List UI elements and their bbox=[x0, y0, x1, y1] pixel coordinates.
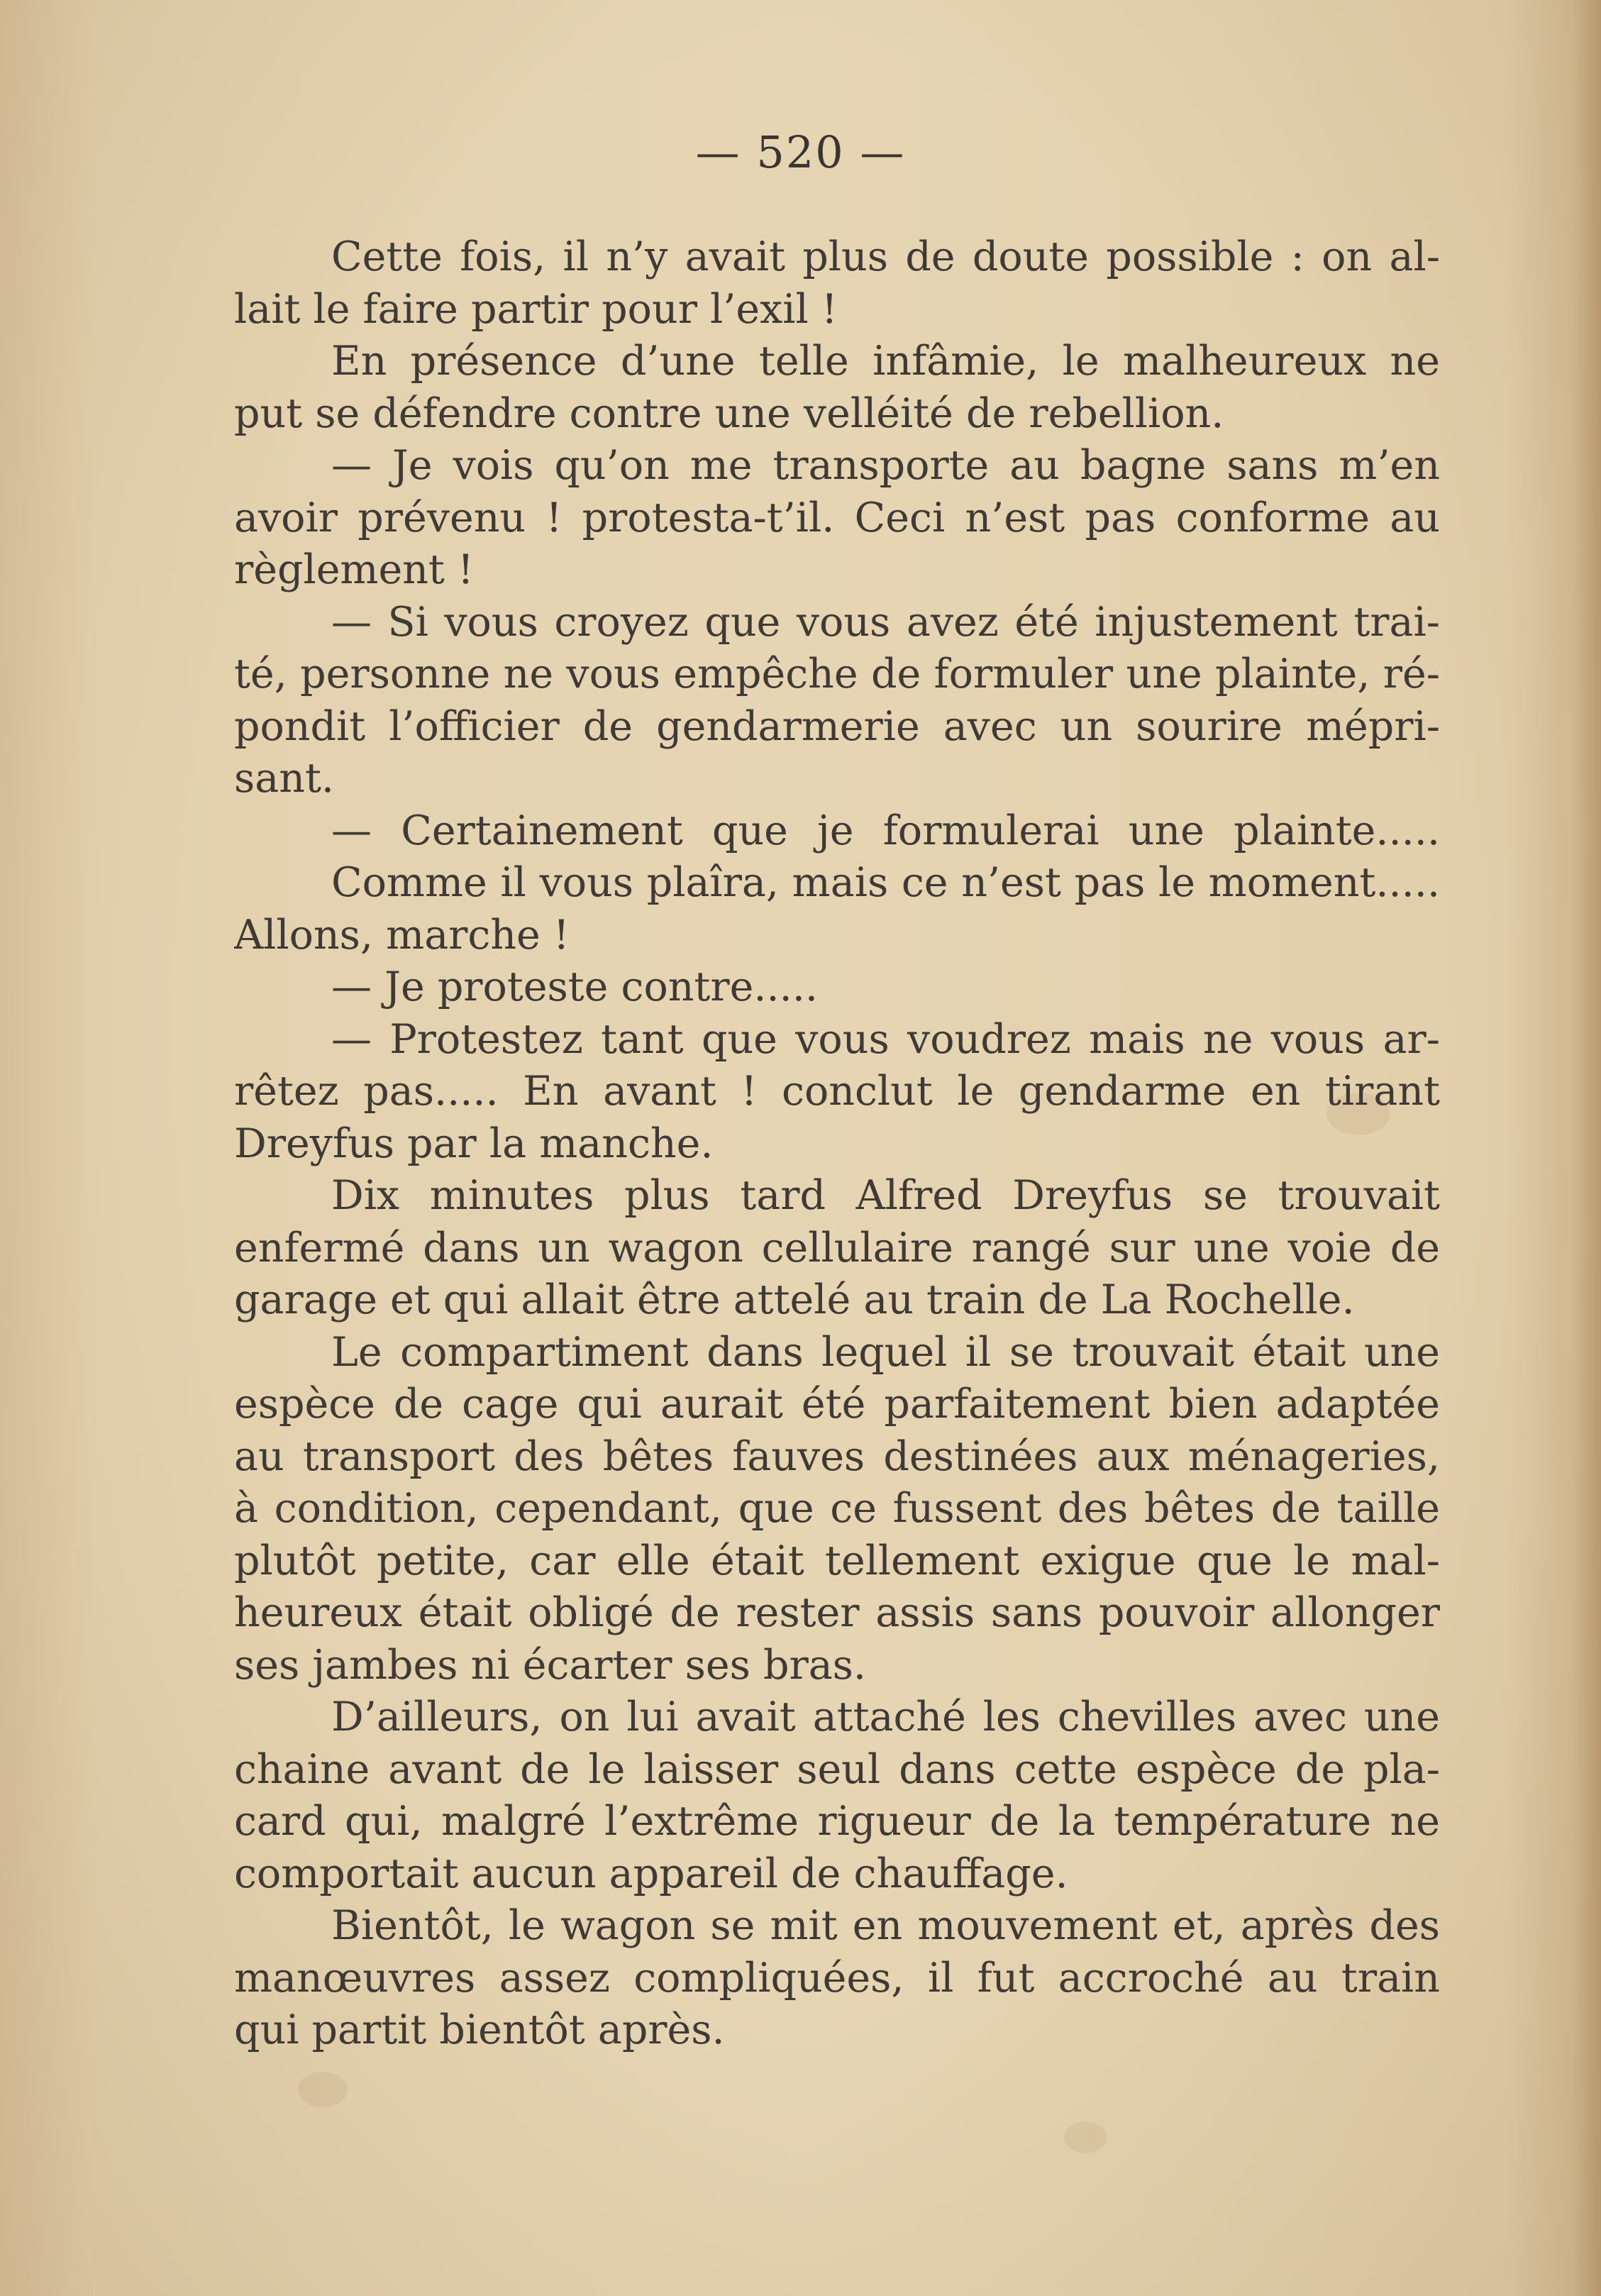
text-line: — Protestez tant que vous voudrez mais ne vous ar- bbox=[331, 1015, 1440, 1063]
text-line: — Je proteste contre..... bbox=[331, 964, 818, 1010]
text-line: plutôt petite, car elle était tellement exigue que le mal- bbox=[234, 1537, 1440, 1584]
text-line: D’ailleurs, on lui avait attaché les chevilles avec une bbox=[331, 1694, 1440, 1740]
text-line: avoir prévenu ! protesta-t’il. Ceci n’est pas conforme au bbox=[234, 494, 1440, 541]
paper-stain bbox=[298, 2072, 348, 2107]
text-line: lait le faire partir pour l’exil ! bbox=[234, 285, 838, 333]
text-line: Allons, marche ! bbox=[234, 911, 570, 959]
text-line: sant. bbox=[234, 755, 334, 802]
text-line: put se défendre contre une velléité de rebellion. bbox=[234, 390, 1224, 437]
text-line: Comme il vous plaîra, mais ce n’est pas le moment..... bbox=[331, 859, 1440, 906]
text-line: garage et qui allait être attelé au train de La Rochelle. bbox=[234, 1276, 1355, 1323]
text-line: card qui, malgré l’extrême rigueur de la température ne bbox=[234, 1798, 1440, 1845]
text-line: Dreyfus par la manche. bbox=[234, 1120, 714, 1167]
paper-stain bbox=[1064, 2121, 1107, 2153]
text-line: té, personne ne vous empêche de formuler une plainte, ré- bbox=[234, 651, 1440, 697]
body-text bbox=[234, 231, 1440, 2057]
text-line: manœuvres assez compliquées, il fut accroché au train bbox=[234, 1954, 1440, 2002]
text-line: Cette fois, il n’y avait plus de doute possible : on al- bbox=[331, 233, 1440, 280]
text-line: espèce de cage qui aurait été parfaitement bien adaptée bbox=[234, 1381, 1440, 1428]
text-line: chaine avant de le laisser seul dans cette espèce de pla- bbox=[234, 1745, 1440, 1793]
text-line: — Si vous croyez que vous avez été injustement trai- bbox=[331, 598, 1440, 646]
text-line: pondit l’officier de gendarmerie avec un sourire mépri- bbox=[234, 702, 1440, 750]
text-line: ses jambes ni écarter ses bras. bbox=[234, 1641, 867, 1689]
text-line: Dix minutes plus tard Alfred Dreyfus se trouvait bbox=[331, 1172, 1440, 1219]
text-line: à condition, cependant, que ce fussent des bêtes de taille bbox=[234, 1485, 1440, 1532]
text-line: Le compartiment dans lequel il se trouvait était une bbox=[331, 1328, 1440, 1376]
text-line: rêtez pas..... En avant ! conclut le gendarme en tirant bbox=[234, 1068, 1440, 1115]
text-line: qui partit bientôt après. bbox=[234, 2007, 725, 2053]
page-number: — 520 — bbox=[695, 126, 906, 178]
text-line: heureux était obligé de rester assis sans pouvoir allonger bbox=[234, 1589, 1440, 1636]
text-line: — Certainement que je formulerai une plainte..... bbox=[331, 807, 1440, 854]
text-line: En présence d’une telle infâmie, le malheureux ne bbox=[331, 338, 1440, 385]
text-line: — Je vois qu’on me transporte au bagne sans m’en bbox=[331, 442, 1440, 489]
text-line: Bientôt, le wagon se mit en mouvement et, après des bbox=[331, 1902, 1440, 1949]
text-line: comportait aucun appareil de chauffage. bbox=[234, 1850, 1068, 1897]
text-line: au transport des bêtes fauves destinées aux ménageries, bbox=[234, 1433, 1440, 1480]
page-edge-shadow bbox=[1573, 0, 1601, 2296]
text-line: enfermé dans un wagon cellulaire rangé sur une voie de bbox=[234, 1224, 1440, 1271]
text-line: règlement ! bbox=[234, 546, 474, 593]
